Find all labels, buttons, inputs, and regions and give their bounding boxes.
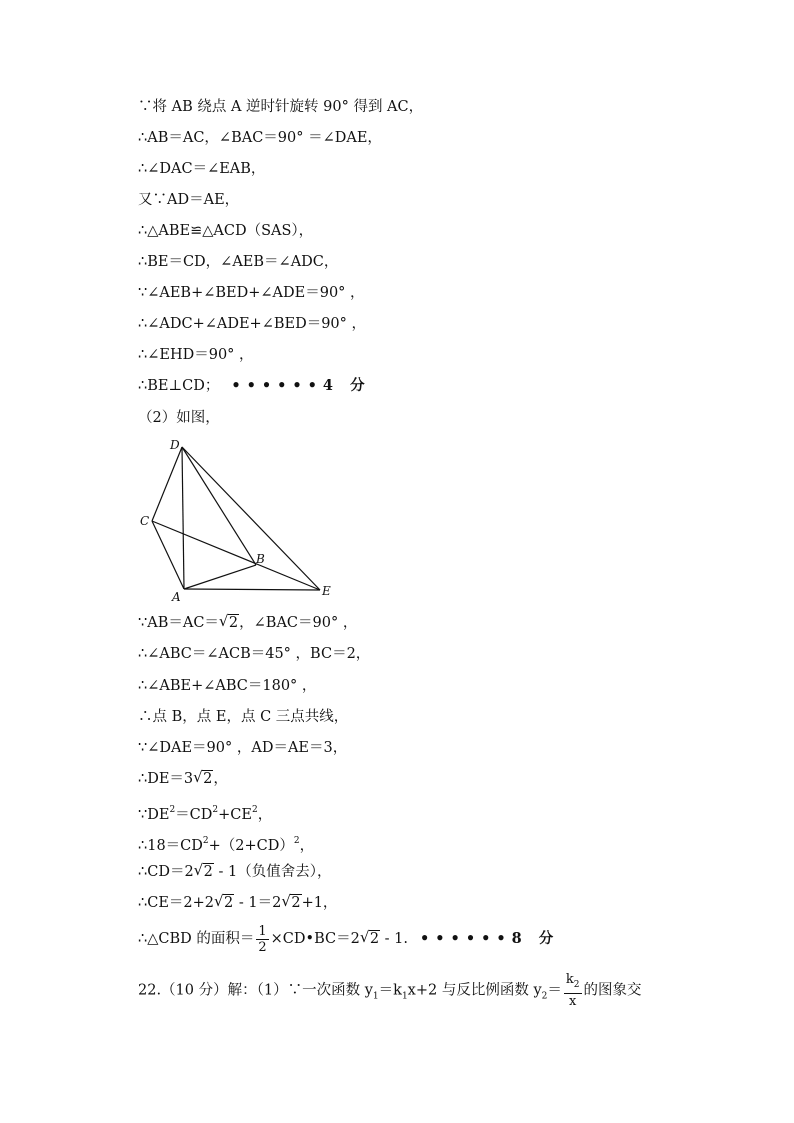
text-span: 22.（10 分）解：（1）∵一次函数 y bbox=[138, 982, 373, 999]
text-span: ∵DE bbox=[138, 807, 170, 823]
denominator: x bbox=[569, 994, 577, 1009]
subscript: 1 bbox=[401, 991, 408, 1002]
point-label-a: A bbox=[172, 590, 181, 604]
sqrt-expression bbox=[214, 893, 234, 913]
text-line bbox=[138, 613, 357, 633]
text-line bbox=[138, 831, 314, 856]
radicand: 2 bbox=[224, 895, 234, 911]
score-marker: ••••••4 分 bbox=[231, 377, 371, 394]
point-label-d: D bbox=[170, 438, 180, 452]
segment-dc bbox=[152, 447, 182, 521]
radicand: 2 bbox=[291, 895, 301, 911]
segment-ab bbox=[184, 565, 256, 589]
text-span: ×CD•BC＝2 bbox=[270, 931, 360, 947]
text-span: ＝ bbox=[547, 982, 562, 999]
text-span: ＝CD bbox=[175, 807, 213, 823]
text-line: ∴△ABE≌△ACD（SAS）， bbox=[138, 223, 314, 239]
text-line: （2）如图， bbox=[138, 410, 220, 426]
text-line bbox=[138, 376, 371, 396]
superscript: 2 bbox=[293, 836, 300, 846]
text-span: ， bbox=[257, 807, 273, 823]
text-span: ＝k bbox=[378, 982, 402, 999]
text-span: ， bbox=[213, 771, 228, 787]
text-span: - 1（负值舍去）， bbox=[213, 864, 332, 880]
segment-de bbox=[182, 447, 320, 590]
text-line: ∴∠ABE+∠ABC＝180° ， bbox=[138, 678, 317, 694]
text-line bbox=[138, 862, 332, 882]
text-line: ∴点 B，点 E，点 C 三点共线， bbox=[138, 709, 349, 725]
geometry-figure bbox=[136, 435, 336, 605]
fraction bbox=[564, 972, 582, 1009]
segment-da bbox=[182, 447, 184, 589]
text-span: k bbox=[565, 972, 574, 987]
radicand: 2 bbox=[369, 931, 380, 947]
text-line: ∵∠DAE＝90° ，AD＝AE＝3， bbox=[138, 740, 348, 756]
text-line: ∴AB＝AC，∠BAC＝90° ＝∠DAE， bbox=[138, 130, 382, 146]
superscript: 2 bbox=[251, 805, 258, 815]
text-line: ∴∠ADC+∠ADE+∠BED＝90° ， bbox=[138, 316, 367, 332]
fraction bbox=[256, 924, 268, 955]
text-span: ∴18＝CD bbox=[138, 838, 203, 854]
text-span: ， bbox=[299, 838, 315, 854]
radicand: 2 bbox=[203, 771, 213, 787]
text-span: +CE bbox=[218, 807, 252, 823]
superscript: 2 bbox=[212, 805, 219, 815]
point-label-b: B bbox=[256, 552, 265, 566]
text-line bbox=[138, 893, 337, 913]
text-span: +1， bbox=[301, 895, 338, 911]
text-span: 的图象交 bbox=[583, 982, 642, 999]
segment-ca bbox=[152, 521, 184, 589]
text-line bbox=[138, 769, 228, 789]
segment-ae bbox=[184, 589, 320, 590]
text-line: 又∵AD＝AE， bbox=[138, 192, 240, 208]
text-line bbox=[138, 922, 559, 956]
text-line: ∵将 AB 绕点 A 逆时针旋转 90° 得到 AC， bbox=[138, 99, 424, 115]
segment-ce bbox=[152, 521, 320, 590]
sqrt-expression bbox=[193, 769, 213, 789]
denominator: 2 bbox=[258, 939, 267, 955]
text-line: ∴∠ABC＝∠ACB＝45° ，BC＝2， bbox=[138, 646, 371, 662]
segment-db bbox=[182, 447, 256, 565]
text-span: ∵AB＝AC＝ bbox=[138, 615, 219, 631]
superscript: 2 bbox=[169, 805, 176, 815]
text-span: ∴CD＝2 bbox=[138, 864, 194, 880]
text-span: x+2 与反比例函数 y bbox=[407, 982, 542, 999]
subscript: 2 bbox=[541, 991, 548, 1002]
numerator: 1 bbox=[258, 923, 267, 939]
question-22-header bbox=[138, 972, 642, 1014]
sqrt-expression bbox=[194, 862, 214, 882]
score-marker: ••••••8 分 bbox=[420, 930, 560, 947]
text-span: ∴DE＝3 bbox=[138, 771, 194, 787]
sqrt-expression bbox=[219, 613, 239, 633]
sqrt-expression bbox=[281, 893, 301, 913]
point-label-e: E bbox=[322, 584, 331, 598]
numerator bbox=[564, 972, 582, 994]
superscript: 2 bbox=[202, 836, 209, 846]
text-span: ∴△CBD 的面积＝ bbox=[138, 931, 255, 947]
text-line: ∴BE＝CD，∠AEB＝∠ADC， bbox=[138, 254, 339, 270]
point-label-c: C bbox=[140, 514, 150, 528]
radicand: 2 bbox=[203, 864, 213, 880]
text-line: ∵∠AEB+∠BED+∠ADE＝90° ， bbox=[138, 285, 365, 301]
subscript: 1 bbox=[372, 991, 379, 1002]
text-span: +（2+CD） bbox=[208, 838, 294, 854]
text-span: - 1. bbox=[380, 931, 409, 947]
radicand: 2 bbox=[228, 615, 239, 631]
text-line bbox=[138, 800, 272, 825]
text-span: ∴CE＝2+2 bbox=[138, 895, 215, 911]
sqrt-expression bbox=[360, 922, 380, 956]
conclusion-text: ∴BE⊥CD； bbox=[138, 378, 220, 394]
text-line: ∴∠DAC＝∠EAB， bbox=[138, 161, 266, 177]
subscript: 2 bbox=[573, 980, 580, 990]
text-span: ，∠BAC＝90° ， bbox=[239, 615, 358, 631]
text-span: - 1＝2 bbox=[234, 895, 282, 911]
text-line: ∴∠EHD＝90° ， bbox=[138, 347, 254, 363]
